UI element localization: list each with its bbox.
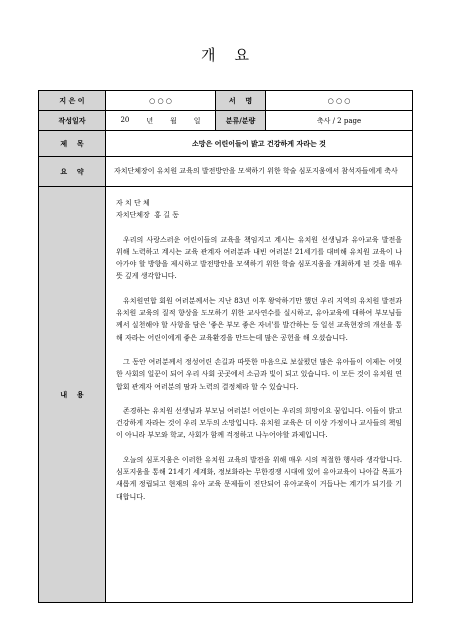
summary-value: 자치단체장이 유치원 교육의 발전방안을 모색하기 위한 학술 심포지움에서 참석자들에게 축사 bbox=[106, 157, 413, 187]
subject-label: 제 목 bbox=[39, 131, 106, 157]
document-title: 개 요 bbox=[200, 46, 250, 64]
paragraph-2: 유치원연합 회원 여러분께서는 지난 83년 이후 왕악하기만 했던 우리 지역의 유치원 발전과 유치원 교육의 질적 향상을 도모하기 위한 교사연수를 실시하고, 유아교육에 대하여 부모님들께서 실천해야 할 사항을 담은 '좋은 부모 좋은 자녀'를 발간하는 등 일선 교육현장의 개선을 통해 자라는 어린이에게 좋은 교육환경을 만드는데 많은 공헌을 해 오셨습니다. bbox=[116, 296, 402, 342]
content-body bbox=[106, 187, 413, 603]
date-year-unit: 년 bbox=[146, 116, 154, 125]
summary-label: 요 약 bbox=[39, 157, 106, 187]
date-month-unit: 월 bbox=[170, 116, 177, 125]
date-year: 20 bbox=[120, 115, 130, 124]
subject-value: 소망은 어린이들이 밝고 건강하게 자라는 것 bbox=[106, 131, 413, 157]
paragraph-5: 오늘의 심포지움은 이러한 유치원 교육의 발전을 위해 매우 시의 적절한 행사라 생각합니다. 심포지움을 통해 21세기 세계화, 정보화라는 무한경쟁 시대에 있어 유아교육이 나아갈 목표가 새롭게 정립되고 현재의 유아 교육 문제들이 진단되어 유아교육이 거듭나는 계기가 되기를 기대합니다. bbox=[116, 455, 402, 501]
author-value: ○ ○ ○ bbox=[106, 91, 216, 111]
date-value bbox=[106, 111, 216, 131]
signature-value: ○ ○ ○ bbox=[266, 91, 413, 111]
paragraph-4: 존경하는 유치원 선생님과 부모님 여러분! 어린이는 우리의 희망이요 꿈입니다. 이들이 밝고 건강하게 자라는 것이 우리 모두의 소망입니다. 유치원 교육은 더 이상 가정이나 교사들의 책임이 아니라 부모와 학교, 사회가 함께 걱정하고 나누어야할 과제입니다. bbox=[116, 406, 402, 440]
paragraph-1: 우리의 사랑스러운 어린이들의 교육을 책임지고 계시는 유치원 선생님과 유아교육 발전을 위해 노력하고 계시는 교육 관계자 여러분과 내빈 여러분! 21세기를 대비해 유치원 교육이 나아가야 할 방향을 제시하고 발전방안을 모색하기 위한 학술 심포지움을 개최하게 된 것을 매우 뜻 깊게 생각합니다. bbox=[116, 235, 402, 281]
salutation-line-2: 자치단체장 홍 길 동 bbox=[116, 211, 179, 220]
date-label: 작성일자 bbox=[39, 111, 106, 131]
category-value: 축사 / 2 page bbox=[266, 111, 413, 131]
summary-form bbox=[38, 90, 413, 603]
category-label: 분류/분량 bbox=[216, 111, 266, 131]
signature-label: 서 명 bbox=[216, 91, 266, 111]
author-label: 지 은 이 bbox=[39, 91, 106, 111]
content-label: 내 용 bbox=[39, 187, 106, 603]
date-day-unit: 일 bbox=[193, 116, 201, 125]
salutation-line-1: 자 치 단 체 bbox=[116, 199, 150, 207]
paragraph-3: 그 동안 여러분께서 정성어린 손길과 따뜻한 마음으로 보살폈던 많은 유아들이 이제는 어엿한 사회의 일꾼이 되어 우리 사회 곳곳에서 소금과 빛이 되고 있습니다. 이 모든 것이 유치원 연합회 관계자 여러분의 땀과 노력의 결정체라 할 수 있습니다. bbox=[116, 357, 402, 391]
